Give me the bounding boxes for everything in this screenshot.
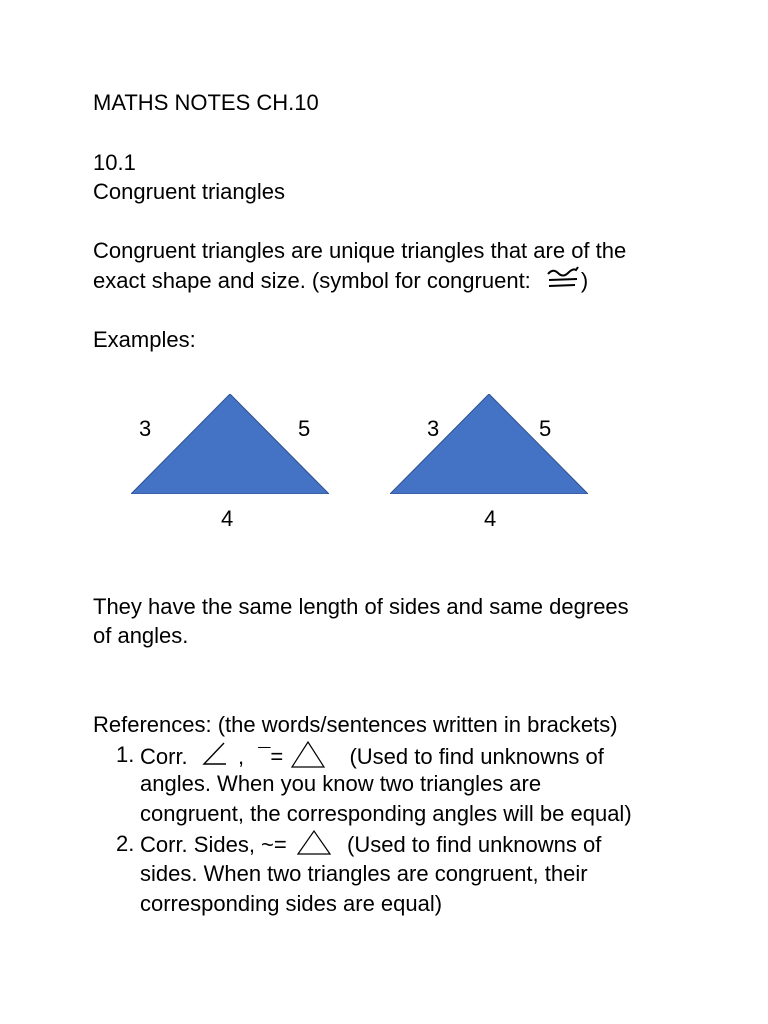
list-item-2-line-3: corresponding sides are equal) — [140, 891, 443, 916]
triangle-example-1 — [131, 394, 329, 494]
definition-line-2 — [93, 265, 588, 299]
list-item-2-prefix: Corr. Sides, ~= — [140, 831, 287, 857]
triangle-2-left-side-label: 3 — [427, 416, 440, 441]
statement-line-2: of angles. — [93, 623, 189, 648]
list-item-2-line-2: sides. When two triangles are congruent, their — [140, 861, 588, 886]
list-item-1-line-2: angles. When you know two triangles are — [140, 771, 542, 796]
list-item-1-symbol: ¯= — [258, 743, 284, 769]
list-item-2-line-1 — [140, 829, 601, 863]
examples-label: Examples: — [93, 327, 196, 352]
statement-line-1: They have the same length of sides and same degrees — [93, 594, 629, 619]
congruent-symbol-icon — [545, 265, 581, 299]
triangle-2-right-side-label: 5 — [539, 416, 552, 441]
page-title: MATHS NOTES CH.10 — [93, 90, 319, 115]
definition-line-2-close: ) — [580, 267, 589, 293]
definition-line-2-text: exact shape and size. (symbol for congruent: — [93, 267, 537, 293]
list-item-1-prefix: Corr. — [140, 743, 188, 769]
list-item-1-line-3: congruent, the corresponding angles will be equal) — [140, 801, 632, 826]
list-item-1-number: 1. — [116, 742, 135, 767]
triangle-1-base-label: 4 — [221, 506, 234, 531]
triangle-outline-icon — [297, 829, 331, 863]
section-heading: Congruent triangles — [93, 179, 286, 204]
section-number: 10.1 — [93, 150, 136, 175]
triangle-1-right-side-label: 5 — [298, 416, 311, 441]
definition-line-1: Congruent triangles are unique triangles that are of the — [93, 238, 627, 263]
references-heading: References: (the words/sentences written in brackets) — [93, 712, 618, 737]
triangle-1-left-side-label: 3 — [139, 416, 152, 441]
list-item-2-description: (Used to find unknowns of — [347, 831, 602, 857]
triangle-2-base-label: 4 — [484, 506, 497, 531]
triangle-example-2 — [390, 394, 588, 494]
list-item-1-comma: , — [237, 743, 245, 769]
list-item-1-description: (Used to find unknowns of — [349, 743, 604, 769]
list-item-2-number: 2. — [116, 831, 135, 856]
